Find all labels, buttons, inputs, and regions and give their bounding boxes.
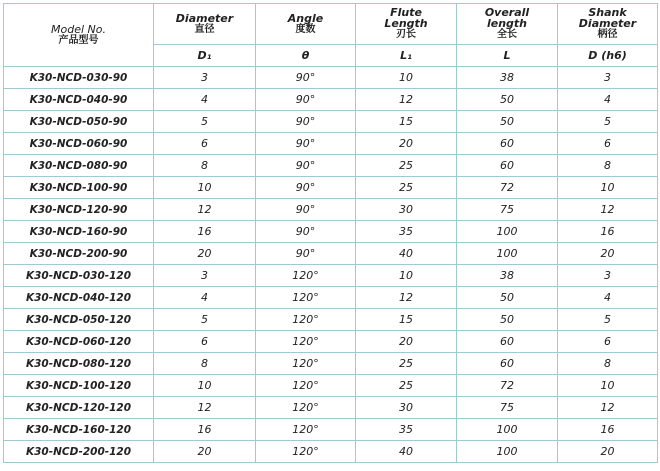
symbol-flute-length: L₁ xyxy=(356,45,457,67)
overall-length-cell: 38 xyxy=(457,265,558,287)
flute-length-cell: 35 xyxy=(356,419,457,441)
overall-length-cell: 60 xyxy=(457,155,558,177)
shank-diameter-cell: 16 xyxy=(558,221,658,243)
overall-length-cell: 60 xyxy=(457,331,558,353)
flute-length-cell: 25 xyxy=(356,177,457,199)
table-row xyxy=(4,89,658,111)
diameter-cell: 3 xyxy=(154,67,256,89)
overall-length-cell: 100 xyxy=(457,419,558,441)
model-cell: K30-NCD-080-90 xyxy=(4,155,154,177)
shank-diameter-cell: 5 xyxy=(558,309,658,331)
model-cell: K30-NCD-120-120 xyxy=(4,397,154,419)
flute-length-cell: 30 xyxy=(356,397,457,419)
model-cell: K30-NCD-060-90 xyxy=(4,133,154,155)
table-row xyxy=(4,353,658,375)
shank-diameter-cell: 6 xyxy=(558,331,658,353)
angle-cell: 120° xyxy=(256,265,356,287)
overall-length-cell: 60 xyxy=(457,353,558,375)
symbol-angle: θ xyxy=(256,45,356,67)
header-overall-cn: 全长 xyxy=(497,29,517,40)
table-row xyxy=(4,155,658,177)
diameter-cell: 10 xyxy=(154,375,256,397)
model-cell: K30-NCD-160-90 xyxy=(4,221,154,243)
model-cell: K30-NCD-160-120 xyxy=(4,419,154,441)
model-cell: K30-NCD-050-90 xyxy=(4,111,154,133)
header-angle xyxy=(256,4,356,45)
spec-table xyxy=(3,3,658,463)
symbol-overall-length: L xyxy=(457,45,558,67)
overall-length-cell: 100 xyxy=(457,243,558,265)
header-diameter xyxy=(154,4,256,45)
header-flute-en2: Length xyxy=(384,17,428,30)
overall-length-cell: 75 xyxy=(457,397,558,419)
diameter-cell: 4 xyxy=(154,287,256,309)
table-row xyxy=(4,199,658,221)
table-body xyxy=(4,67,658,463)
flute-length-cell: 35 xyxy=(356,221,457,243)
table-row xyxy=(4,243,658,265)
overall-length-cell: 38 xyxy=(457,67,558,89)
shank-diameter-cell: 8 xyxy=(558,155,658,177)
flute-length-cell: 25 xyxy=(356,155,457,177)
shank-diameter-cell: 3 xyxy=(558,265,658,287)
model-cell: K30-NCD-200-120 xyxy=(4,441,154,463)
header-flute-length xyxy=(356,4,457,45)
header-model-en: Model No. xyxy=(51,22,106,36)
shank-diameter-cell: 10 xyxy=(558,177,658,199)
shank-diameter-cell: 10 xyxy=(558,375,658,397)
angle-cell: 120° xyxy=(256,375,356,397)
header-angle-en: Angle xyxy=(287,11,324,25)
flute-length-cell: 20 xyxy=(356,133,457,155)
symbol-diameter: D₁ xyxy=(154,45,256,67)
angle-cell: 120° xyxy=(256,397,356,419)
flute-length-cell: 15 xyxy=(356,111,457,133)
table-row xyxy=(4,67,658,89)
angle-cell: 90° xyxy=(256,67,356,89)
angle-cell: 120° xyxy=(256,419,356,441)
header-shank-en1: Shank xyxy=(588,6,627,19)
diameter-cell: 8 xyxy=(154,353,256,375)
symbol-shank-diameter: D (h6) xyxy=(558,45,658,67)
table-row xyxy=(4,331,658,353)
angle-cell: 120° xyxy=(256,353,356,375)
shank-diameter-cell: 4 xyxy=(558,287,658,309)
shank-diameter-cell: 12 xyxy=(558,199,658,221)
angle-cell: 90° xyxy=(256,199,356,221)
flute-length-cell: 25 xyxy=(356,375,457,397)
angle-cell: 90° xyxy=(256,177,356,199)
table-row xyxy=(4,265,658,287)
angle-cell: 90° xyxy=(256,133,356,155)
angle-cell: 90° xyxy=(256,221,356,243)
table-row xyxy=(4,397,658,419)
shank-diameter-cell: 20 xyxy=(558,243,658,265)
table-row xyxy=(4,177,658,199)
diameter-cell: 16 xyxy=(154,221,256,243)
model-cell: K30-NCD-040-120 xyxy=(4,287,154,309)
shank-diameter-cell: 4 xyxy=(558,89,658,111)
overall-length-cell: 72 xyxy=(457,177,558,199)
angle-cell: 120° xyxy=(256,287,356,309)
flute-length-cell: 10 xyxy=(356,265,457,287)
header-row-labels xyxy=(4,4,658,45)
table-header xyxy=(4,4,658,67)
angle-cell: 120° xyxy=(256,309,356,331)
header-model-cn: 产品型号 xyxy=(58,34,99,46)
flute-length-cell: 20 xyxy=(356,331,457,353)
header-model xyxy=(4,4,154,67)
header-overall-length xyxy=(457,4,558,45)
table-row xyxy=(4,133,658,155)
table-row xyxy=(4,287,658,309)
table-row xyxy=(4,419,658,441)
model-cell: K30-NCD-030-90 xyxy=(4,67,154,89)
shank-diameter-cell: 16 xyxy=(558,419,658,441)
angle-cell: 90° xyxy=(256,155,356,177)
shank-diameter-cell: 12 xyxy=(558,397,658,419)
diameter-cell: 8 xyxy=(154,155,256,177)
header-flute-en1: Flute xyxy=(390,6,422,19)
model-cell: K30-NCD-080-120 xyxy=(4,353,154,375)
header-overall-en1: Overall xyxy=(484,6,530,19)
overall-length-cell: 100 xyxy=(457,441,558,463)
model-cell: K30-NCD-200-90 xyxy=(4,243,154,265)
flute-length-cell: 12 xyxy=(356,287,457,309)
diameter-cell: 12 xyxy=(154,199,256,221)
table-row xyxy=(4,221,658,243)
overall-length-cell: 75 xyxy=(457,199,558,221)
diameter-cell: 12 xyxy=(154,397,256,419)
flute-length-cell: 10 xyxy=(356,67,457,89)
angle-cell: 90° xyxy=(256,111,356,133)
overall-length-cell: 72 xyxy=(457,375,558,397)
flute-length-cell: 15 xyxy=(356,309,457,331)
diameter-cell: 5 xyxy=(154,309,256,331)
shank-diameter-cell: 20 xyxy=(558,441,658,463)
overall-length-cell: 50 xyxy=(457,111,558,133)
model-cell: K30-NCD-100-90 xyxy=(4,177,154,199)
flute-length-cell: 25 xyxy=(356,353,457,375)
shank-diameter-cell: 5 xyxy=(558,111,658,133)
diameter-cell: 20 xyxy=(154,441,256,463)
header-diameter-en: Diameter xyxy=(175,11,234,25)
model-cell: K30-NCD-060-120 xyxy=(4,331,154,353)
shank-diameter-cell: 6 xyxy=(558,133,658,155)
header-angle-cn: 度数 xyxy=(295,23,316,35)
diameter-cell: 6 xyxy=(154,133,256,155)
header-diameter-cn: 直径 xyxy=(194,23,215,35)
table-row xyxy=(4,309,658,331)
flute-length-cell: 40 xyxy=(356,441,457,463)
angle-cell: 90° xyxy=(256,89,356,111)
diameter-cell: 5 xyxy=(154,111,256,133)
overall-length-cell: 50 xyxy=(457,309,558,331)
header-shank-diameter xyxy=(558,4,658,45)
header-overall-en2: length xyxy=(486,17,528,30)
diameter-cell: 16 xyxy=(154,419,256,441)
model-cell: K30-NCD-050-120 xyxy=(4,309,154,331)
angle-cell: 120° xyxy=(256,331,356,353)
table-row xyxy=(4,111,658,133)
angle-cell: 120° xyxy=(256,441,356,463)
table-row xyxy=(4,441,658,463)
overall-length-cell: 100 xyxy=(457,221,558,243)
flute-length-cell: 12 xyxy=(356,89,457,111)
header-shank-cn: 柄径 xyxy=(597,29,618,40)
model-cell: K30-NCD-040-90 xyxy=(4,89,154,111)
table-row xyxy=(4,375,658,397)
overall-length-cell: 50 xyxy=(457,287,558,309)
overall-length-cell: 50 xyxy=(457,89,558,111)
model-cell: K30-NCD-100-120 xyxy=(4,375,154,397)
diameter-cell: 10 xyxy=(154,177,256,199)
spec-table-wrapper xyxy=(3,3,657,463)
model-cell: K30-NCD-030-120 xyxy=(4,265,154,287)
model-cell: K30-NCD-120-90 xyxy=(4,199,154,221)
shank-diameter-cell: 3 xyxy=(558,67,658,89)
diameter-cell: 3 xyxy=(154,265,256,287)
header-shank-en2: Diameter xyxy=(578,17,637,30)
header-flute-cn: 刃长 xyxy=(396,29,416,40)
diameter-cell: 20 xyxy=(154,243,256,265)
angle-cell: 90° xyxy=(256,243,356,265)
shank-diameter-cell: 8 xyxy=(558,353,658,375)
flute-length-cell: 40 xyxy=(356,243,457,265)
diameter-cell: 4 xyxy=(154,89,256,111)
diameter-cell: 6 xyxy=(154,331,256,353)
flute-length-cell: 30 xyxy=(356,199,457,221)
overall-length-cell: 60 xyxy=(457,133,558,155)
